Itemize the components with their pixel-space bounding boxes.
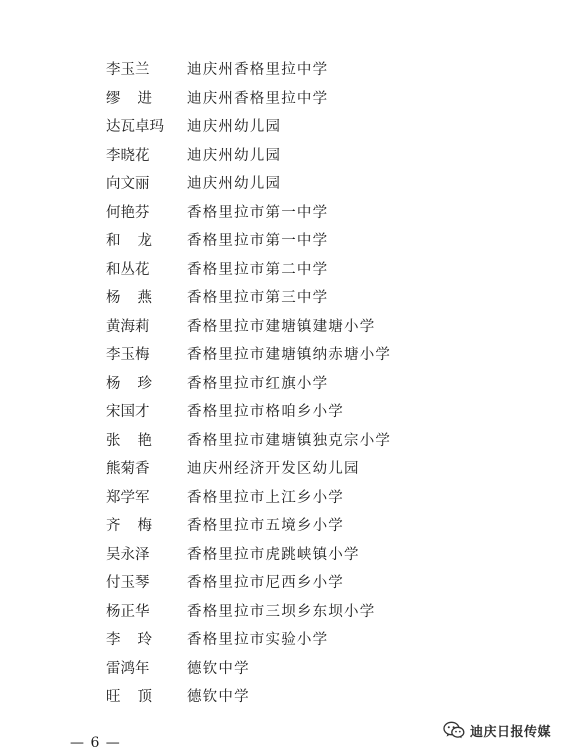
person-name: 缪 进 [106, 90, 152, 107]
list-item [0, 142, 574, 171]
school-name: 迪庆州幼儿园 [187, 119, 282, 135]
wechat-watermark [443, 719, 551, 741]
school-name: 迪庆州香格里拉中学 [187, 90, 329, 107]
list-item [0, 370, 574, 399]
person-name: 和 龙 [106, 233, 152, 249]
school-name: 香格里拉市建塘镇纳赤塘小学 [187, 347, 392, 363]
school-name: 香格里拉市第二中学 [187, 261, 329, 278]
list-item [0, 284, 574, 313]
list-item [0, 541, 574, 570]
person-name: 杨正华 [106, 603, 150, 620]
person-name: 何艳芬 [106, 204, 150, 221]
list-item [0, 313, 574, 342]
school-name: 香格里拉市建塘镇建塘小学 [187, 318, 376, 335]
list-item [0, 626, 574, 655]
person-name: 杨 珍 [106, 375, 152, 392]
person-name: 李 玲 [106, 632, 152, 648]
list-item [0, 598, 574, 627]
list-item [0, 427, 574, 456]
school-name: 香格里拉市第一中学 [187, 233, 329, 249]
person-name: 雷鸿年 [106, 660, 150, 677]
person-name: 李晓花 [106, 147, 150, 164]
name-list [0, 56, 574, 712]
person-name: 齐 梅 [106, 518, 152, 534]
person-name: 熊菊香 [106, 461, 150, 477]
person-name: 旺 顶 [106, 689, 152, 705]
school-name: 香格里拉市尼西乡小学 [187, 575, 344, 591]
school-name: 香格里拉市建塘镇独克宗小学 [187, 432, 392, 449]
person-name: 杨 燕 [106, 290, 152, 306]
list-item [0, 85, 574, 114]
person-name: 宋国才 [106, 404, 150, 420]
school-name: 香格里拉市第三中学 [187, 290, 329, 306]
school-name: 香格里拉市第一中学 [187, 204, 329, 221]
school-name: 迪庆州经济开发区幼儿园 [187, 461, 360, 477]
person-name: 李玉兰 [106, 62, 150, 78]
page-number: — 6 — [70, 735, 121, 751]
list-item [0, 227, 574, 256]
list-item [0, 113, 574, 142]
person-name: 张 艳 [106, 432, 152, 449]
person-name: 黄海莉 [106, 318, 150, 335]
person-name: 吴永泽 [106, 546, 150, 563]
person-name: 和丛花 [106, 261, 150, 278]
school-name: 德钦中学 [187, 689, 250, 705]
list-item [0, 683, 574, 712]
watermark-text: 迪庆日报传媒 [470, 723, 552, 739]
person-name: 郑学军 [106, 489, 150, 506]
list-item [0, 484, 574, 513]
school-name: 迪庆州香格里拉中学 [187, 62, 329, 78]
school-name: 香格里拉市三坝乡东坝小学 [187, 603, 376, 620]
list-item [0, 199, 574, 228]
wechat-icon [443, 721, 465, 739]
list-item [0, 512, 574, 541]
person-name: 付玉琴 [106, 575, 150, 591]
list-item [0, 256, 574, 285]
list-item [0, 398, 574, 427]
school-name: 香格里拉市五境乡小学 [187, 518, 344, 534]
list-item [0, 655, 574, 684]
list-item [0, 170, 574, 199]
school-name: 香格里拉市上江乡小学 [187, 489, 344, 506]
person-name: 李玉梅 [106, 347, 150, 363]
list-item [0, 455, 574, 484]
school-name: 香格里拉市格咱乡小学 [187, 404, 344, 420]
person-name: 达瓦卓玛 [106, 119, 164, 135]
school-name: 迪庆州幼儿园 [187, 147, 282, 164]
school-name: 德钦中学 [187, 660, 250, 677]
school-name: 香格里拉市虎跳峡镇小学 [187, 546, 360, 563]
school-name: 香格里拉市实验小学 [187, 632, 329, 648]
list-item [0, 56, 574, 85]
list-item [0, 341, 574, 370]
school-name: 香格里拉市红旗小学 [187, 375, 329, 392]
person-name: 向文丽 [106, 176, 150, 192]
school-name: 迪庆州幼儿园 [187, 176, 282, 192]
list-item [0, 569, 574, 598]
